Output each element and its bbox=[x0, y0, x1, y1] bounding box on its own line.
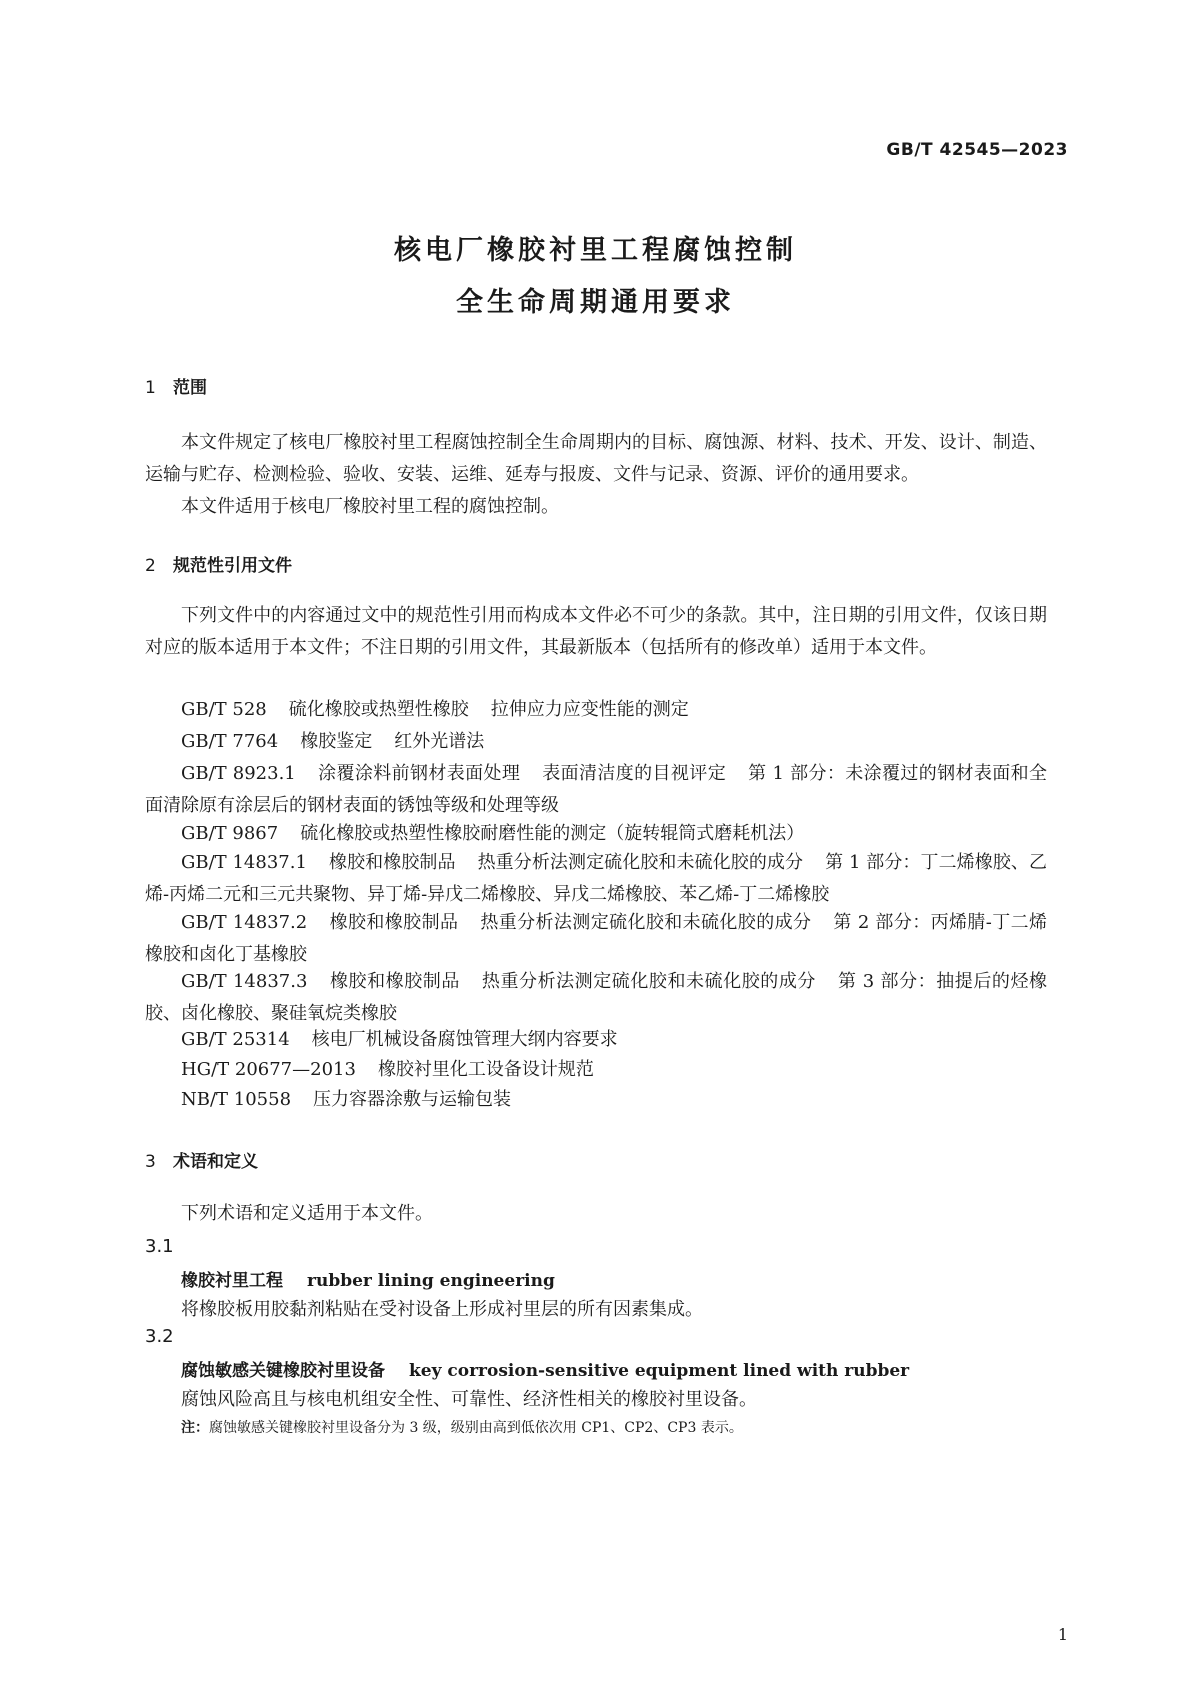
reference-title: 热重分析法测定硫化胶和未硫化胶的成分 bbox=[477, 852, 804, 873]
reference-title: 核电厂机械设备腐蚀管理大纲内容要求 bbox=[311, 1029, 618, 1050]
reference-item bbox=[145, 818, 1047, 850]
section-title: 术语和定义 bbox=[173, 1152, 258, 1172]
reference-code: GB/T 7764 bbox=[181, 731, 279, 752]
section-number: 1 bbox=[145, 378, 156, 398]
reference-title: 橡胶和橡胶制品 bbox=[329, 971, 460, 992]
section-2-heading bbox=[145, 551, 292, 576]
reference-code: GB/T 14837.2 bbox=[181, 912, 308, 933]
reference-title: 橡胶和橡胶制品 bbox=[329, 912, 459, 933]
reference-title: 橡胶鉴定 bbox=[300, 731, 373, 752]
note-text: 腐蚀敏感关键橡胶衬里设备分为 3 级，级别由高到低依次用 CP1、CP2、CP3 表示。 bbox=[209, 1420, 743, 1436]
reference-item bbox=[145, 726, 1047, 758]
reference-item bbox=[145, 966, 1047, 1030]
reference-title: 热重分析法测定硫化胶和未硫化胶的成分 bbox=[481, 971, 816, 992]
term-heading bbox=[181, 1266, 555, 1291]
reference-title: 第 1 部分：未涂覆过的钢材表面和全面清除原有涂层后的钢材表面的锈蚀等级和处理等级 bbox=[145, 763, 1048, 816]
document-title-line1: 核电厂橡胶衬里工程腐蚀控制 bbox=[394, 235, 797, 266]
section-title: 范围 bbox=[173, 378, 207, 398]
reference-title: 第 2 部分：丙烯腈-丁二烯橡胶和卤化丁基橡胶 bbox=[145, 912, 1048, 965]
reference-item bbox=[145, 694, 1047, 726]
section-1-heading bbox=[145, 373, 207, 398]
term-zh: 腐蚀敏感关键橡胶衬里设备 bbox=[181, 1361, 385, 1381]
reference-title: 第 1 部分：丁二烯橡胶、乙烯-丙烯二元和三元共聚物、异丁烯-异戊二烯橡胶、异戊二烯橡胶、苯乙烯-丁二烯橡胶 bbox=[145, 852, 1047, 905]
reference-item bbox=[145, 758, 1047, 822]
reference-title: 拉伸应力应变性能的测定 bbox=[490, 699, 689, 720]
section-title: 规范性引用文件 bbox=[173, 556, 292, 576]
term-en: rubber lining engineering bbox=[307, 1271, 555, 1291]
term-zh: 橡胶衬里工程 bbox=[181, 1271, 283, 1291]
reference-title: 第 3 部分：抽提后的烃橡胶、卤化橡胶、聚硅氧烷类橡胶 bbox=[145, 971, 1048, 1024]
reference-title: 表面清洁度的目视评定 bbox=[542, 763, 727, 784]
reference-title: 硫化橡胶或热塑性橡胶耐磨性能的测定（旋转辊筒式磨耗机法） bbox=[300, 823, 805, 844]
term-definition: 将橡胶板用胶黏剂粘贴在受衬设备上形成衬里层的所有因素集成。 bbox=[181, 1299, 703, 1320]
scope-paragraph-1: 本文件规定了核电厂橡胶衬里工程腐蚀控制全生命周期内的目标、腐蚀源、材料、技术、开发、设计、制造、运输与贮存、检测检验、验收、安装、运维、延寿与报废、文件与记录、资源、评价的通用要求。 bbox=[145, 432, 1047, 485]
reference-title: 涂覆涂料前钢材表面处理 bbox=[317, 763, 521, 784]
standard-number: GB/T 42545—2023 bbox=[886, 140, 1068, 160]
document-title-line2: 全生命周期通用要求 bbox=[456, 287, 735, 318]
reference-title: 红外光谱法 bbox=[394, 731, 485, 752]
section-3-heading bbox=[145, 1147, 258, 1172]
term-definition: 腐蚀风险高且与核电机组安全性、可靠性、经济性相关的橡胶衬里设备。 bbox=[181, 1389, 757, 1410]
section-number: 3 bbox=[145, 1152, 156, 1172]
reference-code: GB/T 14837.1 bbox=[181, 852, 307, 873]
reference-code: NB/T 10558 bbox=[181, 1089, 292, 1110]
reference-item bbox=[145, 1054, 1047, 1086]
term-number: 3.2 bbox=[145, 1326, 174, 1347]
scope-paragraph-2: 本文件适用于核电厂橡胶衬里工程的腐蚀控制。 bbox=[181, 496, 559, 517]
terms-intro: 下列术语和定义适用于本文件。 bbox=[181, 1203, 433, 1224]
reference-code: GB/T 14837.3 bbox=[181, 971, 308, 992]
section-number: 2 bbox=[145, 556, 156, 576]
reference-item bbox=[145, 1024, 1047, 1056]
page-number: 1 bbox=[1057, 1625, 1068, 1644]
reference-code: GB/T 9867 bbox=[181, 823, 279, 844]
reference-code: GB/T 25314 bbox=[181, 1029, 290, 1050]
reference-title: 热重分析法测定硫化胶和未硫化胶的成分 bbox=[480, 912, 812, 933]
note-label: 注： bbox=[181, 1420, 209, 1436]
reference-code: GB/T 528 bbox=[181, 699, 267, 720]
term-en: key corrosion-sensitive equipment lined with rubber bbox=[409, 1361, 910, 1381]
reference-title: 硫化橡胶或热塑性橡胶 bbox=[288, 699, 469, 720]
reference-title: 压力容器涂敷与运输包装 bbox=[313, 1089, 512, 1110]
reference-item bbox=[145, 1084, 1047, 1116]
reference-item bbox=[145, 907, 1047, 971]
reference-title: 橡胶衬里化工设备设计规范 bbox=[377, 1059, 594, 1080]
reference-code: HG/T 20677—2013 bbox=[181, 1059, 356, 1080]
reference-item bbox=[145, 847, 1047, 911]
term-heading bbox=[181, 1356, 909, 1381]
term-number: 3.1 bbox=[145, 1236, 174, 1257]
reference-code: GB/T 8923.1 bbox=[181, 763, 296, 784]
reference-title: 橡胶和橡胶制品 bbox=[328, 852, 456, 873]
references-intro: 下列文件中的内容通过文中的规范性引用而构成本文件必不可少的条款。其中，注日期的引用文件，仅该日期对应的版本适用于本文件；不注日期的引用文件，其最新版本（包括所有的修改单）适用于本文件。 bbox=[145, 605, 1047, 658]
term-note bbox=[181, 1417, 743, 1437]
